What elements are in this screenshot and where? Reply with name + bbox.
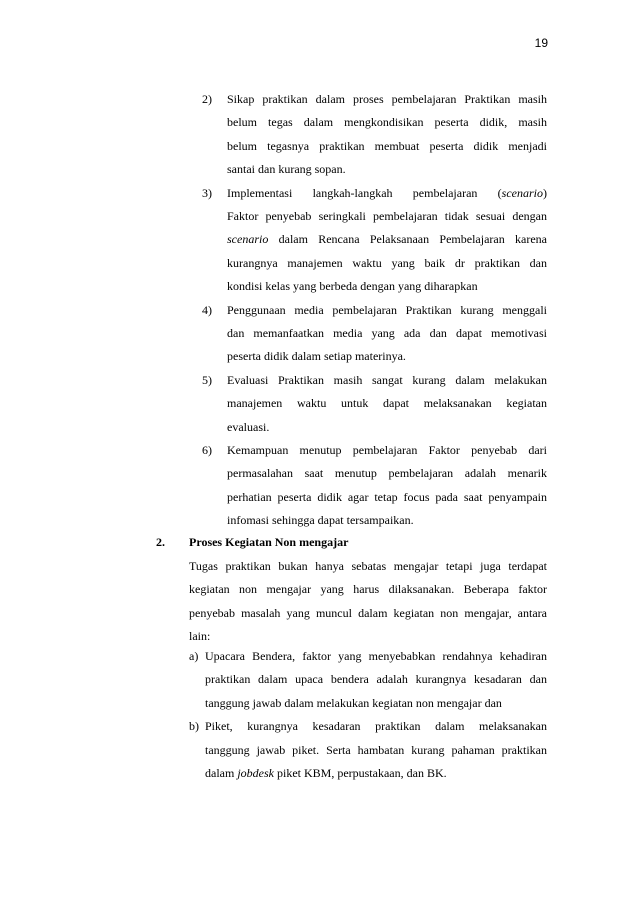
paragraph-line: kegiatan non mengajar yang harus dilaksanakan. Beberapa faktor: [189, 582, 547, 597]
list-item-line: Evaluasi Praktikan masih sangat kurang dalam melakukan: [227, 372, 547, 387]
list-item-line: Kemampuan menutup pembelajaran Faktor penyebab dari: [227, 443, 547, 457]
italic-term: scenario: [227, 232, 269, 247]
list-item-line: infomasi sehingga dapat tersampaikan.: [227, 513, 414, 528]
subitem-line: dalam jobdesk piket KBM, perpustakaan, dan BK.: [205, 766, 447, 780]
list-number: 3): [202, 185, 212, 200]
italic-term: jobdesk: [237, 766, 274, 780]
list-item-line: Implementasi langkah-langkah pembelajaran (scenario): [227, 185, 547, 200]
subitem-line: Upacara Bendera, faktor yang menyebabkan rendahnya kehadiran: [205, 649, 547, 663]
subitem-letter: b): [189, 719, 199, 734]
page-number: 19: [534, 36, 548, 50]
subitem-line: tanggung jawab piket. Serta hambatan kurang pahaman praktikan: [205, 742, 547, 757]
list-item-line: belum tegasnya praktikan membuat peserta didik menjadi: [227, 138, 547, 153]
subitem-line: praktikan dalam upaca bendera adalah kurangnya kesadaran dan: [205, 672, 547, 687]
subitem-letter: a): [189, 649, 199, 663]
list-item-line: perhatian peserta didik agar tetap focus pada saat penyampain: [227, 489, 547, 504]
list-item-line: Penggunaan media pembelajaran Praktikan kurang menggali: [227, 302, 547, 317]
subitem-line: Piket, kurangnya kesadaran praktikan dalam melaksanakan: [205, 719, 547, 734]
list-item-line: santai dan kurang sopan.: [227, 162, 346, 177]
list-item-line: dan memanfaatkan media yang ada dan dapat memotivasi: [227, 326, 547, 340]
paragraph-line: Tugas praktikan bukan hanya sebatas mengajar tetapi juga terdapat: [189, 559, 547, 573]
list-item-line: permasalahan saat menutup pembelajaran adalah menarik: [227, 466, 547, 481]
italic-term: scenario: [501, 185, 543, 200]
list-item-line: peserta didik dalam setiap materinya.: [227, 349, 406, 364]
list-number: 6): [202, 443, 212, 457]
section-title: Proses Kegiatan Non mengajar: [189, 535, 349, 549]
list-item-line: kurangnya manajemen waktu yang baik dr praktikan dan: [227, 255, 547, 270]
subitem-line: tanggung jawab dalam melakukan kegiatan non mengajar dan: [205, 695, 502, 710]
list-number: 4): [202, 302, 212, 317]
list-item-line: manajemen waktu untuk dapat melaksanakan kegiatan: [227, 396, 547, 411]
paragraph-line: penyebab masalah yang muncul dalam kegiatan non mengajar, antara: [189, 605, 547, 620]
list-item-line: evaluasi.: [227, 419, 270, 434]
list-item-line: scenario dalam Rencana Pelaksanaan Pembelajaran karena: [227, 232, 547, 247]
list-item-line: Faktor penyebab seringkali pembelajaran tidak sesuai dengan: [227, 209, 547, 223]
list-item-line: belum tegas dalam mengkondisikan peserta didik, masih: [227, 115, 547, 130]
paragraph-line: lain:: [189, 629, 211, 644]
list-item-line: Sikap praktikan dalam proses pembelajaran Praktikan masih: [227, 92, 547, 106]
list-number: 2): [202, 92, 212, 106]
section-number: 2.: [156, 535, 165, 549]
list-item-line: kondisi kelas yang berbeda dengan yang diharapkan: [227, 279, 478, 294]
list-number: 5): [202, 372, 212, 387]
